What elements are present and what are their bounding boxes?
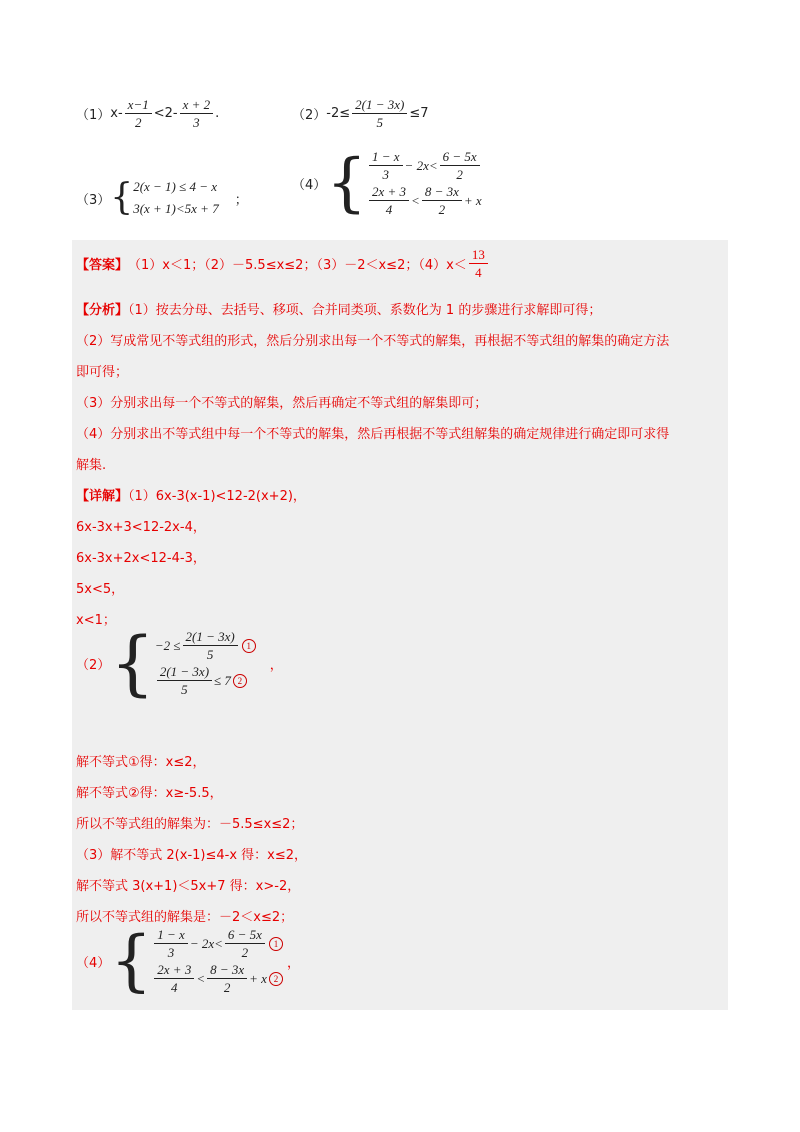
comma: ， [269, 657, 283, 673]
numerator: 1 − x [369, 148, 403, 166]
brace-icon: { [110, 177, 134, 218]
separator: ； [234, 192, 248, 208]
problem-2-left: -2≤ [326, 106, 351, 121]
problem-2 [292, 96, 429, 131]
problem-1-label: （1） [76, 108, 111, 123]
operator: − 2x< [189, 935, 223, 951]
numerator: x + 2 [180, 96, 214, 114]
numerator: 1 − x [154, 926, 188, 944]
analysis-line: （2）写成常见不等式组的形式，然后分别求出每一个不等式的解集，再根据不等式组的解集的确定方法 [76, 334, 670, 349]
numerator: 8 − 3x [207, 961, 247, 979]
operator: −2 ≤ [154, 637, 181, 653]
fraction [440, 148, 480, 183]
system-row: 2(x − 1) ≤ 4 − x [133, 179, 218, 194]
fraction [469, 246, 488, 281]
operator: − 2x< [404, 157, 438, 173]
comma: ， [286, 955, 300, 971]
numerator: 2(1 − 3x) [352, 96, 407, 114]
denominator: 2 [241, 945, 249, 960]
problem-1-x: x- [110, 106, 123, 121]
numerator: 2(1 − 3x) [157, 663, 212, 681]
answer-line [76, 246, 490, 281]
numerator: 6 − 5x [440, 148, 480, 166]
problem-2-right: ≤7 [409, 106, 429, 121]
detail-system-4 [76, 922, 300, 999]
analysis-line: （3）分别求出每一个不等式的解集，然后再确定不等式组的解集即可； [76, 396, 488, 411]
analysis-line: 即可得； [76, 365, 129, 380]
denominator: 3 [167, 945, 175, 960]
brace-icon: { [110, 922, 153, 999]
problem-1-end: . [215, 106, 220, 121]
solution-panel [72, 240, 728, 1010]
detail-line: 解不等式①得：x≤2， [76, 755, 206, 770]
system-row [367, 183, 482, 218]
denominator: 2 [223, 980, 231, 995]
detail-line: 6x-3x+2x<12-4-3， [76, 551, 206, 566]
detail-system-2 [76, 622, 283, 704]
circled-number-icon: 2 [269, 972, 283, 986]
numerator: 2(1 − 3x) [183, 628, 238, 646]
detail-line: 解不等式②得：x≥-5.5， [76, 786, 223, 801]
operator: + x [249, 970, 267, 986]
numerator: 2x + 3 [154, 961, 194, 979]
circled-number-icon: 1 [242, 639, 256, 653]
denominator: 5 [206, 647, 214, 662]
numerator: 8 − 3x [422, 183, 462, 201]
denominator: 4 [475, 265, 482, 280]
fraction [154, 926, 188, 961]
analysis-tag: 【分析】 [76, 303, 129, 318]
analysis-text: （1）按去分母、去括号、移项、合并同类项、系数化为 1 的步骤进行求解即可得； [128, 303, 602, 318]
fraction [369, 183, 409, 218]
fraction [225, 926, 265, 961]
detail-line: （3）解不等式 2(x-1)≤4-x 得：x≤2， [76, 848, 308, 863]
numerator: x−1 [125, 96, 152, 114]
denominator: 4 [385, 202, 393, 217]
inequality-system [110, 176, 218, 220]
analysis-line: （4）分别求出不等式组中每一个不等式的解集，然后再根据不等式组解集的确定规律进行确定即可求得 [76, 427, 670, 442]
problem-1-mid: <2- [153, 106, 178, 121]
problem-4-label: （4） [292, 177, 327, 193]
system-row: 3(x + 1)<5x + 7 [133, 201, 219, 216]
brace-icon: { [326, 146, 367, 220]
detail-line: 所以不等式组的解集为：－5.5≤x≤2； [76, 817, 304, 832]
detail-tag: 【详解】 [76, 489, 129, 504]
fraction [183, 628, 238, 663]
fraction [180, 96, 214, 131]
problem-3 [76, 176, 248, 220]
detail-line: 解不等式 3(x+1)＜5x+7 得：x>-2， [76, 879, 301, 894]
analysis-line [76, 299, 601, 318]
inequality-system [110, 922, 283, 999]
system-row [367, 148, 482, 183]
system-row [152, 926, 283, 961]
system-row [155, 663, 256, 698]
inequality-system [326, 148, 481, 218]
brace-icon: { [110, 622, 155, 704]
fraction [125, 96, 152, 131]
detail-line [76, 485, 306, 504]
denominator: 3 [382, 167, 390, 182]
numerator: 6 − 5x [225, 926, 265, 944]
numerator: 2x + 3 [369, 183, 409, 201]
fraction [207, 961, 247, 996]
denominator: 3 [193, 115, 200, 130]
detail-line: 6x-3x+3<12-2x-4， [76, 520, 206, 535]
fraction [157, 663, 212, 698]
detail-line: 5x<5， [76, 582, 125, 597]
denominator: 5 [181, 682, 188, 697]
circled-number-icon: 1 [269, 937, 283, 951]
detail-label: （4） [76, 955, 111, 971]
answer-tag: 【答案】 [76, 258, 129, 273]
operator: ≤ 7 [214, 672, 231, 688]
operator: < [196, 970, 206, 986]
circled-number-icon: 2 [233, 674, 247, 688]
detail-line: 所以不等式组的解集是：－2＜x≤2； [76, 910, 294, 925]
operator: < [411, 192, 420, 208]
denominator: 5 [376, 115, 383, 130]
denominator: 2 [438, 202, 446, 217]
denominator: 2 [456, 167, 463, 182]
analysis-line: 解集. [76, 458, 107, 473]
inequality-system [110, 622, 255, 704]
system-row [152, 961, 283, 996]
detail-line: x<1； [76, 613, 116, 628]
fraction [369, 148, 403, 183]
problem-4 [292, 148, 482, 218]
system-row [155, 628, 256, 663]
detail-text: （1）6x-3(x-1)<12-2(x+2)， [128, 489, 306, 504]
denominator: 2 [134, 115, 142, 130]
fraction [422, 183, 462, 218]
answer-text: （1）x＜1；（2）－5.5≤x≤2；（3）－2＜x≤2；（4）x＜ [128, 258, 467, 273]
operator: + x [463, 192, 482, 208]
numerator: 13 [469, 246, 488, 264]
problem-3-label: （3） [76, 192, 111, 208]
denominator: 4 [171, 980, 178, 995]
fraction [352, 96, 407, 131]
detail-label: （2） [76, 657, 111, 673]
problem-1 [76, 96, 219, 131]
fraction [154, 961, 194, 996]
problem-2-label: （2） [292, 108, 327, 123]
